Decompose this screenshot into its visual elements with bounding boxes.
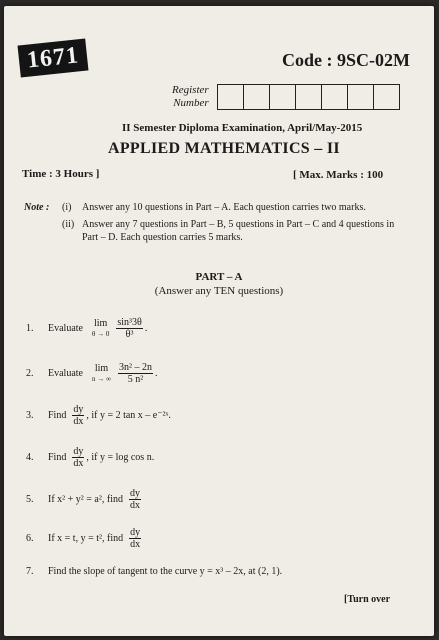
denominator: θ³ [125,329,134,340]
note-numeral: (i) [62,202,72,213]
limit-subscript: θ → 0 [91,329,110,338]
denominator: dx [73,458,84,469]
question-prefix: Evaluate [48,323,83,334]
exam-title: II Semester Diploma Examination, April/May-2015 [122,122,363,134]
question-7 [26,566,286,577]
question-number: 1. [26,323,34,334]
derivative-fraction [72,446,84,469]
derivative-fraction [129,527,141,550]
note-text: Answer any 7 questions in Part – B, 5 questions in Part – C and 4 questions in Part – D. Each question carries 5 marks. [82,219,395,243]
question-number: 6. [26,533,34,544]
question-number: 3. [26,410,34,421]
subject-title: APPLIED MATHEMATICS – II [108,140,340,157]
register-number-label [172,84,209,110]
question-5 [26,488,143,511]
denominator: 5 n² [127,374,144,385]
question-prefix: If x = t, y = t², find [48,533,124,544]
register-box [322,85,348,109]
fraction [116,317,142,340]
question-prefix: Evaluate [48,368,83,379]
register-box [374,85,399,109]
limit-label: lim [93,317,108,329]
numerator: dy [129,488,140,499]
note-label: Note : [24,202,50,213]
paper-number-stamp: 1671 [18,39,89,78]
question-prefix: Find [48,410,67,421]
question-suffix: , if y = 2 tan x – e⁻²ˣ. [86,410,171,421]
note-item [62,201,366,214]
numerator: sin³3θ [117,317,142,328]
derivative-fraction [129,488,141,511]
derivative-fraction [72,404,84,427]
question-number: 2. [26,368,34,379]
question-6 [26,527,143,550]
question-suffix: . [144,323,148,334]
note-numeral: (ii) [62,219,75,230]
register-box [218,85,244,109]
time-allowed: Time : 3 Hours ] [22,168,100,180]
paper-code: Code : 9SC-02M [282,50,410,70]
numerator: dy [73,404,84,415]
question-prefix: Find [48,452,67,463]
limit-operator [92,363,111,385]
limit-operator [92,318,109,340]
register-box [244,85,270,109]
part-a-instruction: (Answer any TEN questions) [154,285,284,297]
note-text: Answer any 10 questions in Part – A. Each question carries two marks. [82,202,366,213]
denominator: dx [130,539,141,550]
question-suffix: . [154,368,158,379]
question-suffix: , if y = log cos n. [86,452,155,463]
question-number: 7. [26,566,34,577]
denominator: dx [129,500,140,511]
register-number-boxes [217,84,400,110]
note-item [62,218,407,244]
denominator: dx [73,416,84,427]
question-prefix: If x² + y² = a², find [48,494,123,505]
register-box [296,85,322,109]
question-number: 4. [26,452,34,463]
question-text: Find the slope of tangent to the curve y = x³ – 2x, at (2, 1). [48,566,283,577]
numerator: dy [130,527,141,538]
max-marks: [ Max. Marks : 100 [293,169,384,181]
fraction [118,362,153,385]
part-a-title: PART – A [195,271,243,283]
turn-over-note: [Turn over [344,594,391,605]
register-box [348,85,374,109]
limit-label: lim [94,362,109,374]
numerator: 3n² – 2n [118,362,152,373]
question-4 [26,446,154,469]
numerator: dy [73,446,84,457]
question-1 [26,317,147,340]
limit-subscript: n → ∞ [91,374,111,383]
register-label-line2: Number [173,97,209,109]
question-2 [26,362,157,385]
register-box [270,85,296,109]
exam-paper [4,6,434,636]
question-3 [26,404,171,427]
register-label-line1: Register [172,84,209,96]
question-number: 5. [26,494,34,505]
